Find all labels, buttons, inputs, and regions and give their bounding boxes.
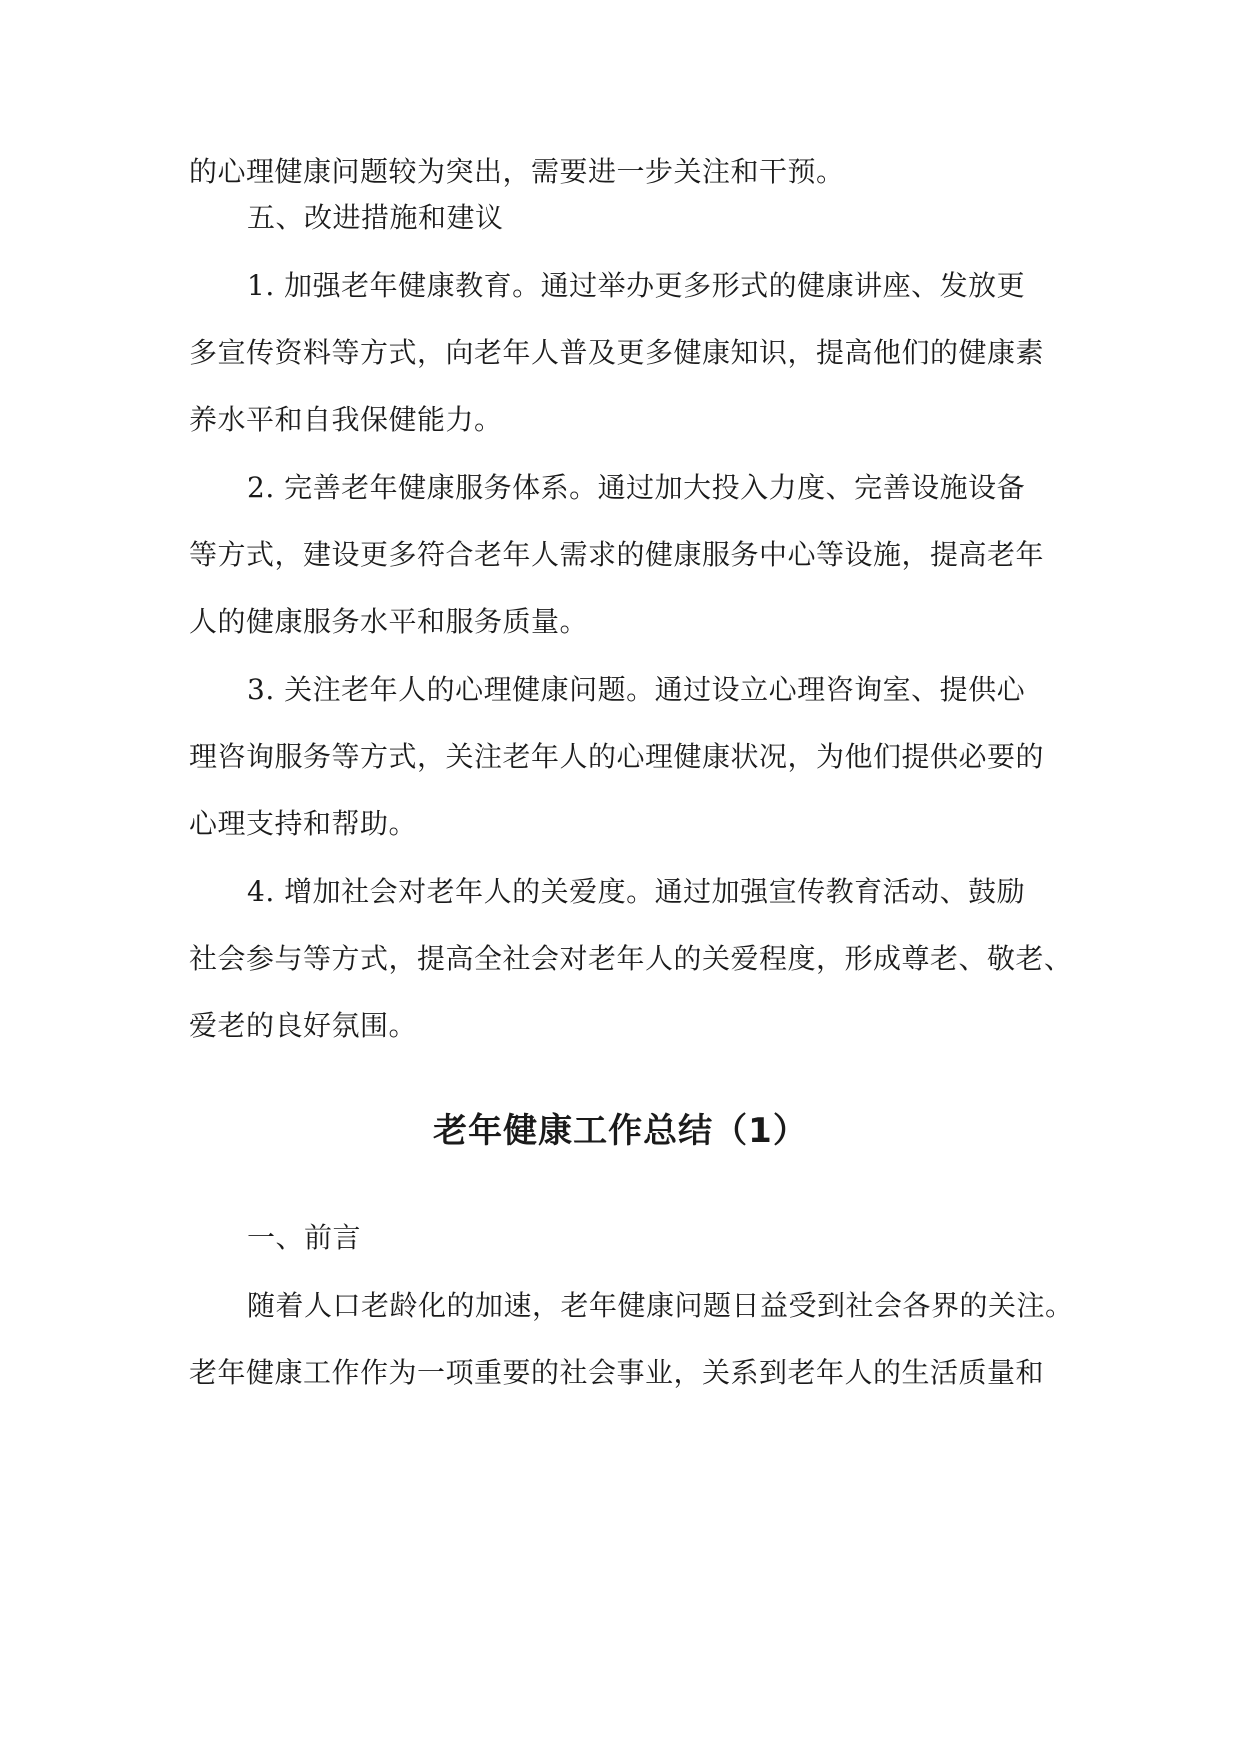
paragraph-line: 等方式，建设更多符合老年人需求的健康服务中心等设施，提高老年 <box>189 538 1045 571</box>
paragraph-line: 3. 关注老年人的心理健康问题。通过设立心理咨询室、提供心 <box>247 673 1026 706</box>
section-heading: 五、改进措施和建议 <box>247 201 504 234</box>
paragraph-line: 4. 增加社会对老年人的关爱度。通过加强宣传教育活动、鼓励 <box>247 875 1026 908</box>
paragraph-line: 2. 完善老年健康服务体系。通过加大投入力度、完善设施设备 <box>247 471 1026 504</box>
section-heading: 一、前言 <box>247 1221 362 1254</box>
paragraph-line: 社会参与等方式，提高全社会对老年人的关爱程度，形成尊老、敬老、 <box>189 942 1073 975</box>
document-title: 老年健康工作总结（1） <box>433 1111 808 1151</box>
paragraph-line: 养水平和自我保健能力。 <box>189 403 503 436</box>
paragraph-line: 爱老的良好氛围。 <box>189 1009 418 1042</box>
paragraph-line: 随着人口老龄化的加速，老年健康问题日益受到社会各界的关注。 <box>247 1289 1074 1322</box>
paragraph-line: 多宣传资料等方式，向老年人普及更多健康知识，提高他们的健康素 <box>189 336 1045 369</box>
paragraph-line: 人的健康服务水平和服务质量。 <box>189 605 589 638</box>
paragraph-line: 心理支持和帮助。 <box>189 807 418 840</box>
paragraph-line: 的心理健康问题较为突出，需要进一步关注和干预。 <box>189 155 845 188</box>
paragraph-line: 1. 加强老年健康教育。通过举办更多形式的健康讲座、发放更 <box>247 269 1026 302</box>
paragraph-line: 理咨询服务等方式，关注老年人的心理健康状况，为他们提供必要的 <box>189 740 1045 773</box>
paragraph-line: 老年健康工作作为一项重要的社会事业，关系到老年人的生活质量和 <box>189 1356 1045 1389</box>
